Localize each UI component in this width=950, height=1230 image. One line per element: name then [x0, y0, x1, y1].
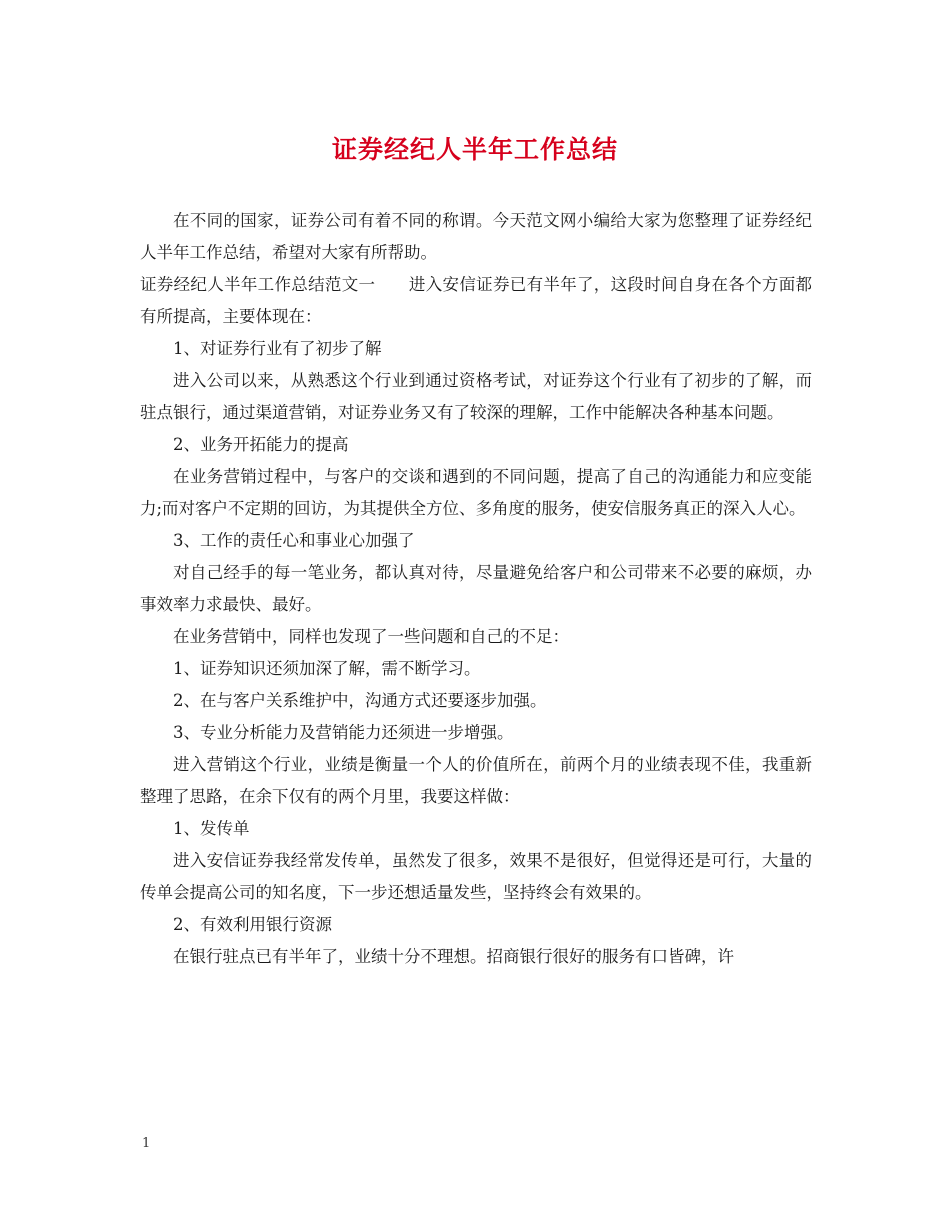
paragraph: 进入营销这个行业，业绩是衡量一个人的价值所在，前两个月的业绩表现不佳，我重新整理了思路，在余下仅有的两个月里，我要这样做：: [140, 755, 812, 806]
page-number: 1: [142, 1136, 151, 1151]
document-title: 证券经纪人半年工作总结: [331, 135, 618, 164]
list-item: 2、在与客户关系维护中，沟通方式还要逐步加强。: [173, 691, 547, 710]
paragraph: 进入公司以来，从熟悉这个行业到通过资格考试，对证券这个行业有了初步的了解，而驻点银行，通过渠道营销，对证券业务又有了较深的理解，工作中能解决各种基本问题。: [140, 371, 812, 422]
paragraph: 在不同的国家，证券公司有着不同的称谓。今天范文网小编给大家为您整理了证券经纪人半年工作总结，希望对大家有所帮助。: [140, 211, 812, 262]
paragraph: 证券经纪人半年工作总结范文一 进入安信证券已有半年了，这段时间自身在各个方面都有所提高，主要体现在：: [140, 275, 812, 326]
list-item: 3、专业分析能力及营销能力还须进一步增强。: [173, 723, 514, 742]
paragraph: 对自己经手的每一笔业务，都认真对待，尽量避免给客户和公司带来不必要的麻烦，办事效率力求最快、最好。: [140, 563, 812, 614]
section-heading: 2、业务开拓能力的提高: [173, 435, 349, 454]
list-item: 1、证券知识还须加深了解，需不断学习。: [173, 659, 481, 678]
paragraph: 进入安信证券我经常发传单，虽然发了很多，效果不是很好，但觉得还是可行，大量的传单会提高公司的知名度，下一步还想适量发些，坚持终会有效果的。: [140, 851, 812, 902]
section-heading: 1、对证券行业有了初步了解: [173, 339, 382, 358]
section-heading: 3、工作的责任心和事业心加强了: [173, 531, 415, 550]
paragraph: 在业务营销中，同样也发现了一些问题和自己的不足：: [173, 627, 569, 646]
section-heading: 1、发传单: [173, 819, 250, 838]
paragraph: 在业务营销过程中，与客户的交谈和遇到的不同问题，提高了自己的沟通能力和应变能力;而对客户不定期的回访，为其提供全方位、多角度的服务，使安信服务真正的深入人心。: [140, 467, 812, 518]
document-body: [140, 205, 812, 973]
paragraph: 在银行驻点已有半年了，业绩十分不理想。招商银行很好的服务有口皆碑，许: [173, 947, 734, 966]
section-heading: 2、有效利用银行资源: [173, 915, 332, 934]
